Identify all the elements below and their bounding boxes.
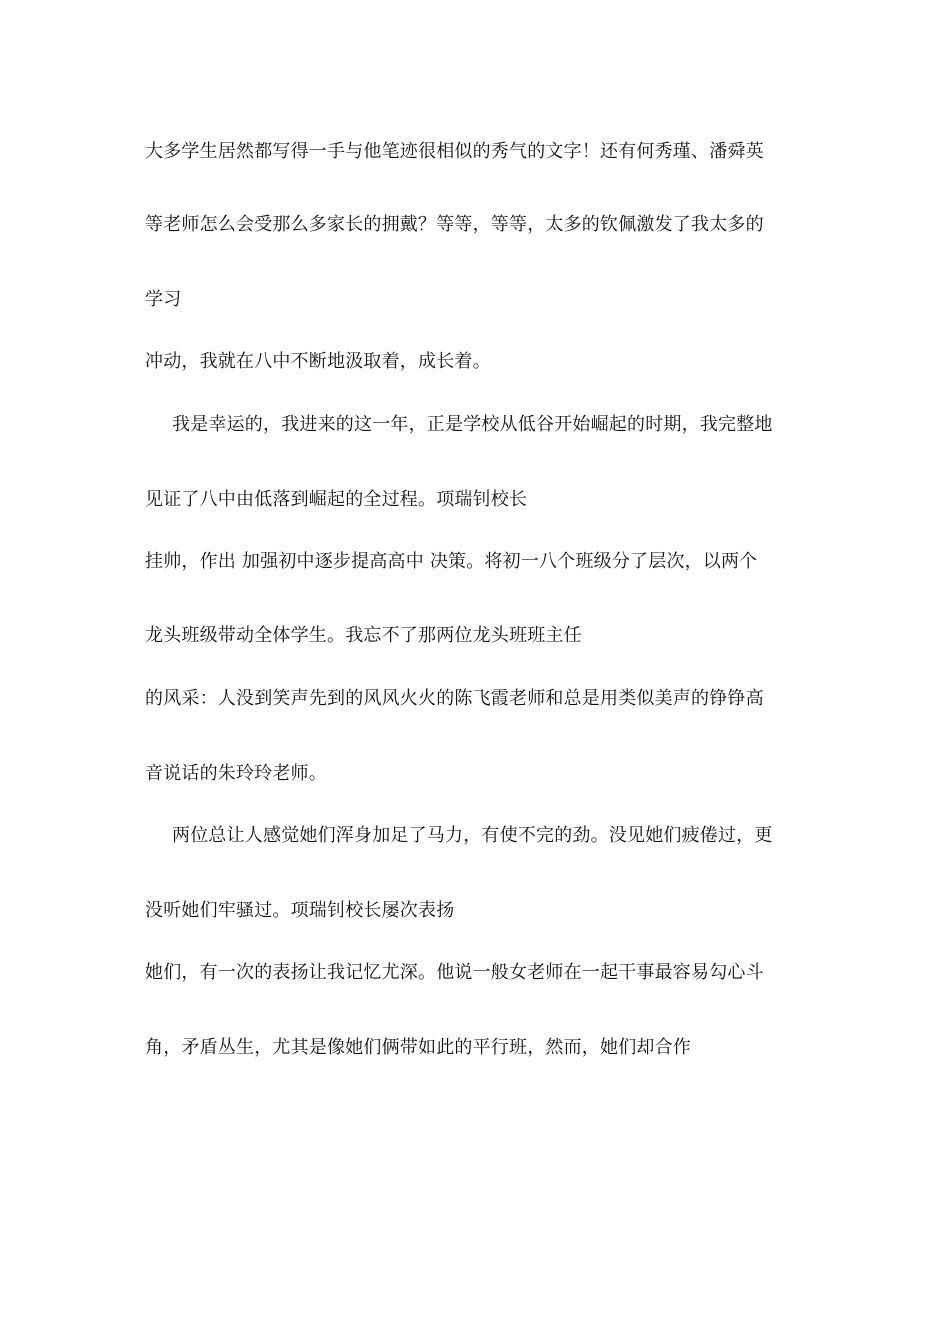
text-line: 她们，有一次的表扬让我记忆尤深。他说一般女老师在一起干事最容易勾心斗 (145, 962, 764, 983)
text-line: 音说话的朱玲玲老师。 (145, 763, 327, 784)
text-line: 等老师怎么会受那么多家长的拥戴？等等，等等，太多的钦佩激发了我太多的 (145, 214, 764, 235)
text-line: 龙头班级带动全体学生。我忘不了那两位龙头班班主任 (145, 625, 582, 646)
text-line: 见证了八中由低落到崛起的全过程。项瑞钊校长 (145, 489, 528, 510)
paragraph-first-line: 我是幸运的，我进来的这一年，正是学校从低谷开始崛起的时期，我完整地 (172, 414, 773, 435)
text-line: 学习 (145, 289, 182, 310)
text-line: 角，矛盾丛生，尤其是像她们俩带如此的平行班，然而，她们却合作 (145, 1037, 691, 1058)
paragraph-first-line: 两位总让人感觉她们浑身加足了马力，有使不完的劲。没见她们疲倦过，更 (172, 825, 773, 846)
text-line: 挂帅，作出 加强初中逐步提高高中 决策。将初一八个班级分了层次，以两个 (145, 551, 758, 572)
text-line: 大多学生居然都写得一手与他笔迹很相似的秀气的文字！还有何秀瑾、潘舜英 (145, 141, 764, 162)
text-line: 没听她们牢骚过。项瑞钊校长屡次表扬 (145, 900, 455, 921)
text-line: 冲动，我就在八中不断地汲取着，成长着。 (145, 351, 491, 372)
text-line: 的风采：人没到笑声先到的风风火火的陈飞霞老师和总是用类似美声的铮铮高 (145, 688, 764, 709)
